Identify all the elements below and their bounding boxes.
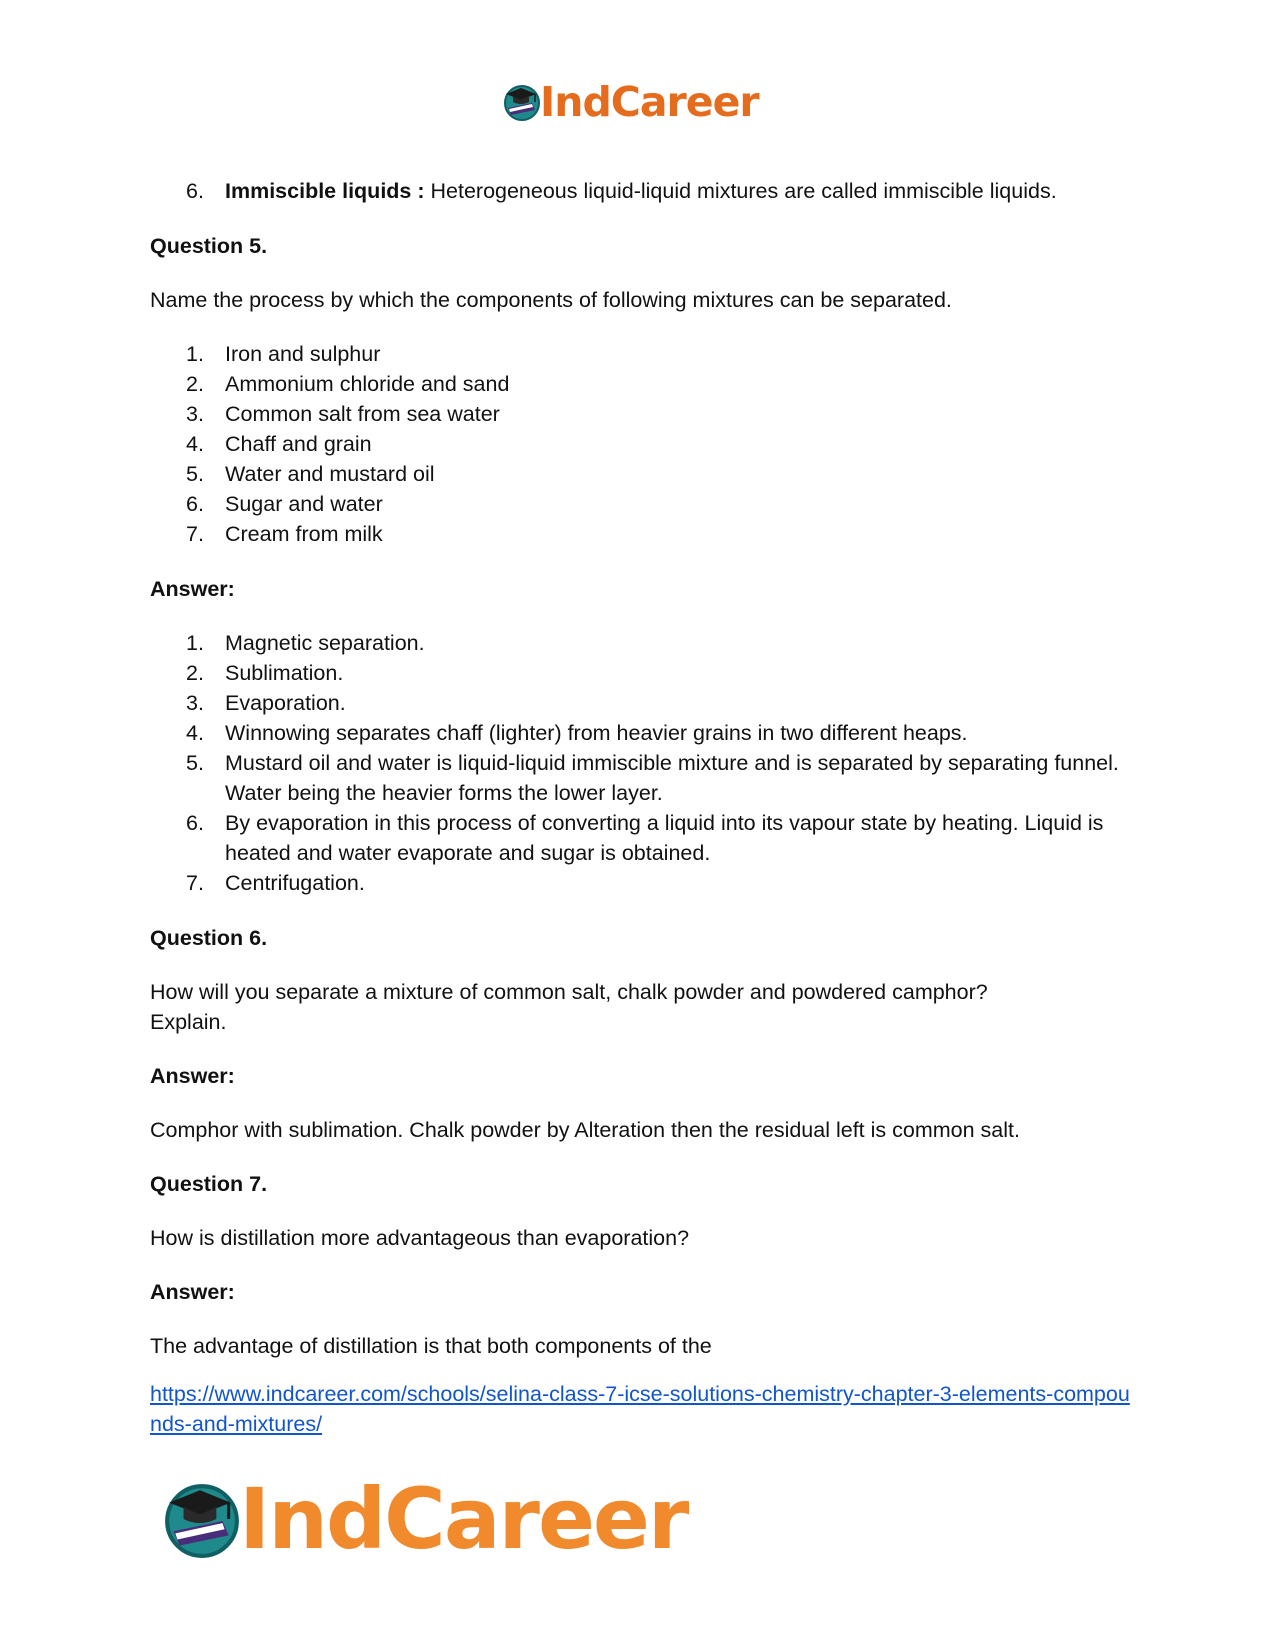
graduation-book-globe-icon xyxy=(161,1478,243,1560)
list-number: 4. xyxy=(186,432,204,456)
previous-list xyxy=(150,176,1130,206)
list-text: Cream from milk xyxy=(225,522,383,546)
list-number: 1. xyxy=(186,342,204,366)
list-number: 7. xyxy=(186,522,204,546)
list-text: Mustard oil and water is liquid-liquid immiscible mixture and is separated by separating funnel. Water being the heavier forms the lower layer. xyxy=(225,751,1119,805)
logo-header xyxy=(502,78,759,126)
logo-text: IndCareer xyxy=(239,1470,688,1568)
list-item xyxy=(150,688,1130,718)
list-item xyxy=(150,489,1130,519)
list-number: 6. xyxy=(186,179,204,203)
question-7-answer: The advantage of distillation is that both components of the xyxy=(150,1334,712,1358)
list-item xyxy=(150,369,1130,399)
list-text: By evaporation in this process of converting a liquid into its vapour state by heating. Liquid is heated and water evaporate and sugar is obtained. xyxy=(225,811,1104,865)
list-text: Iron and sulphur xyxy=(225,342,381,366)
question-7-answer-heading: Answer: xyxy=(150,1280,235,1304)
document-body xyxy=(150,176,1130,1439)
list-item xyxy=(150,519,1130,549)
question-6-heading: Question 6. xyxy=(150,926,268,950)
list-number: 2. xyxy=(186,372,204,396)
list-text: Ammonium chloride and sand xyxy=(225,372,510,396)
list-text: Sublimation. xyxy=(225,661,344,685)
list-item xyxy=(150,868,1130,898)
list-item xyxy=(150,748,1130,808)
list-text: Winnowing separates chaff (lighter) from heavier grains in two different heaps. xyxy=(225,721,968,745)
question-7-prompt: How is distillation more advantageous than evaporation? xyxy=(150,1226,690,1250)
list-item xyxy=(150,176,1130,206)
list-text: Common salt from sea water xyxy=(225,402,500,426)
list-number: 3. xyxy=(186,402,204,426)
question-5-prompt: Name the process by which the components of following mixtures can be separated. xyxy=(150,288,952,312)
logo-text: IndCareer xyxy=(540,78,759,126)
question-7-heading: Question 7. xyxy=(150,1172,268,1196)
list-number: 2. xyxy=(186,661,204,685)
logo-footer xyxy=(161,1470,687,1568)
list-item xyxy=(150,429,1130,459)
question-5-items xyxy=(150,339,1130,549)
question-5-answer-heading: Answer: xyxy=(150,577,235,601)
list-item xyxy=(150,658,1130,688)
list-item xyxy=(150,808,1130,868)
list-item xyxy=(150,628,1130,658)
list-number: 4. xyxy=(186,721,204,745)
list-number: 6. xyxy=(186,811,204,835)
list-item xyxy=(150,459,1130,489)
list-number: 3. xyxy=(186,691,204,715)
list-item xyxy=(150,718,1130,748)
list-number: 6. xyxy=(186,492,204,516)
question-6-prompt: How will you separate a mixture of common salt, chalk powder and powdered camphor? Explain. xyxy=(150,980,988,1034)
question-6-answer: Comphor with sublimation. Chalk powder by Alteration then the residual left is common salt. xyxy=(150,1118,1020,1142)
source-link[interactable]: https://www.indcareer.com/schools/selina-class-7-icse-solutions-chemistry-chapter-3-elements-compounds-and-mixtures/ xyxy=(150,1382,1130,1436)
list-text: Centrifugation. xyxy=(225,871,365,895)
question-6-answer-heading: Answer: xyxy=(150,1064,235,1088)
list-text: Magnetic separation. xyxy=(225,631,425,655)
list-number: 7. xyxy=(186,871,204,895)
question-5-answers xyxy=(150,628,1130,898)
list-item xyxy=(150,399,1130,429)
list-text: Chaff and grain xyxy=(225,432,372,456)
graduation-book-globe-icon xyxy=(502,82,542,122)
list-text: Sugar and water xyxy=(225,492,383,516)
question-5-heading: Question 5. xyxy=(150,234,268,258)
list-text: Evaporation. xyxy=(225,691,346,715)
list-number: 5. xyxy=(186,462,204,486)
list-number: 1. xyxy=(186,631,204,655)
list-number: 5. xyxy=(186,751,204,775)
list-item xyxy=(150,339,1130,369)
term: Immiscible liquids : xyxy=(225,179,425,203)
definition: Heterogeneous liquid-liquid mixtures are called immiscible liquids. xyxy=(424,179,1057,203)
list-text: Water and mustard oil xyxy=(225,462,435,486)
